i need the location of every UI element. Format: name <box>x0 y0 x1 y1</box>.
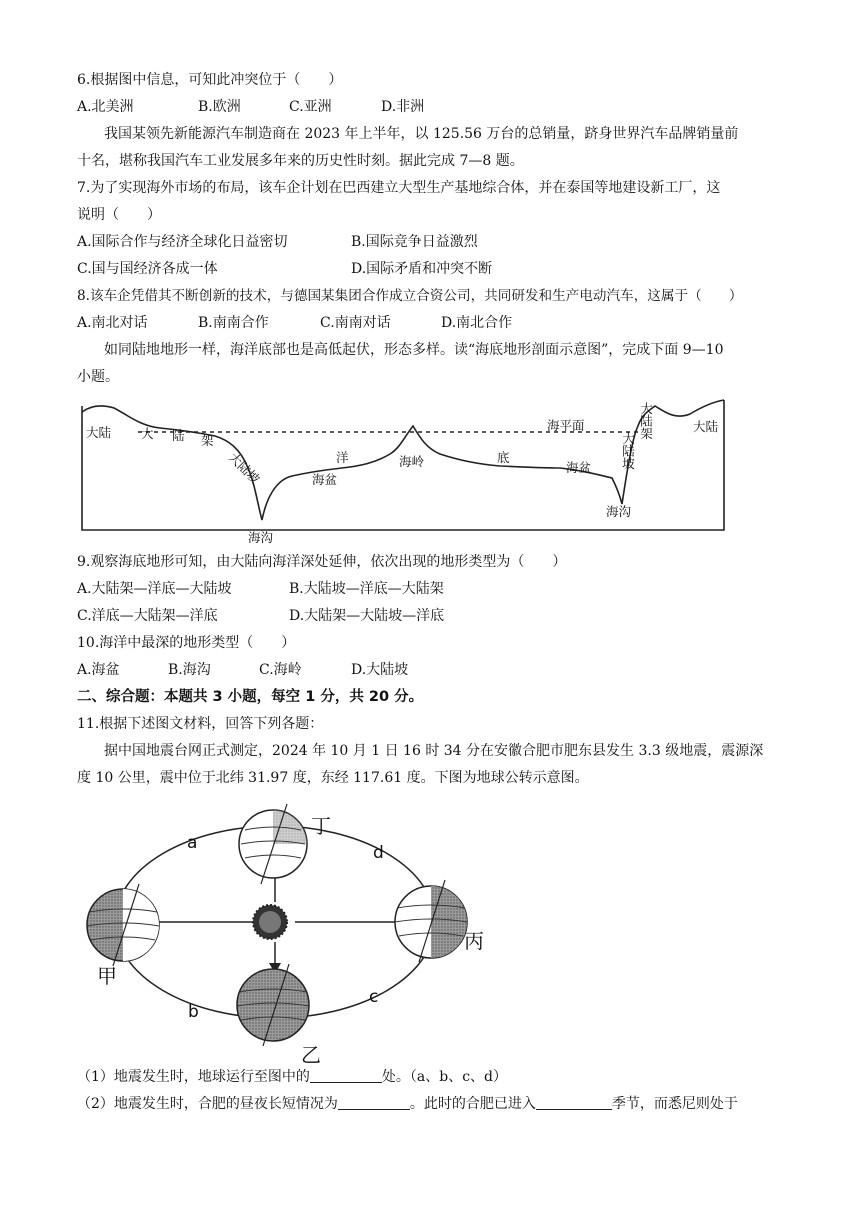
label-shelf-left-3: 架 <box>201 433 214 448</box>
q10-option-c: C.海岭 <box>259 662 302 678</box>
q11-sub1-post: 处。（a、b、c、d） <box>381 1069 508 1085</box>
earth-bing-icon <box>395 880 467 962</box>
q11-sub2-mid: 。此时的合肥已进入 <box>409 1096 536 1112</box>
label-basin-left: 海盆 <box>312 472 338 487</box>
label-ocean-2: 底 <box>497 450 510 465</box>
material-9-10-line2: 小题。 <box>77 369 119 385</box>
label-slope-left: 大陆坡 <box>225 449 264 487</box>
q11-sub2-post: 季节，而悉尼则处于 <box>611 1096 738 1112</box>
q10-option-a: A.海盆 <box>77 662 120 678</box>
label-shelf-right: 大陆架 <box>638 402 654 440</box>
q11-material-line1: 据中国地震台网正式测定，2024 年 10 月 1 日 16 时 34 分在安徽合肥市肥东县发生 3.3 级地震，震源深 <box>104 743 764 759</box>
q11-sub2-pre: （2）地震发生时，合肥的昼夜长短情况为 <box>77 1096 338 1112</box>
q9-stem: 9.观察海底地形可知，由大陆向海洋深处延伸，依次出现的地形类型为（ ） <box>77 554 567 570</box>
q11-material-line2: 度 10 公里，震中位于北纬 31.97 度，东经 117.61 度。下图为地球公转示意图。 <box>77 770 589 786</box>
label-segment-d: d <box>373 843 384 863</box>
q9-option-d: D.大陆架—大陆坡—洋底 <box>289 608 445 624</box>
q10-stem: 10.海洋中最深的地形类型（ ） <box>77 635 296 651</box>
label-segment-c: c <box>369 987 379 1007</box>
q6-stem: 6.根据图中信息，可知此冲突位于（ ） <box>77 72 343 88</box>
earth-orbit-figure <box>75 800 495 1065</box>
label-ocean-1: 洋 <box>336 450 349 465</box>
label-trench-right: 海沟 <box>606 504 632 519</box>
q7-option-b: B.国际竞争日益激烈 <box>351 234 478 250</box>
label-sea-level: 海平面 <box>547 418 585 433</box>
label-ridge: 海岭 <box>399 454 425 469</box>
q11-sub1-pre: （1）地震发生时，地球运行至图中的 <box>77 1069 310 1085</box>
q11-sub2-blank-2[interactable] <box>536 1095 612 1110</box>
label-slope-right: 大陆坡 <box>620 432 636 470</box>
q7-stem-line1: 7.为了实现海外市场的布局，该车企计划在巴西建立大型生产基地综合体，并在泰国等地建设新工厂，这 <box>77 180 721 196</box>
q7-option-a: A.国际合作与经济全球化日益密切 <box>77 234 288 250</box>
q11-sub2 <box>77 1094 738 1114</box>
q11-sub2-blank-1[interactable] <box>338 1095 410 1110</box>
q6-option-c: C.亚洲 <box>289 99 332 115</box>
label-shelf-left-2: 陆 <box>172 428 185 443</box>
label-yi: 乙 <box>301 1043 321 1065</box>
q10-option-d: D.大陆坡 <box>351 662 409 678</box>
q7-stem-line2: 说明（ ） <box>77 207 161 223</box>
q8-option-b: B.南南合作 <box>198 315 269 331</box>
q9-option-c: C.洋底—大陆架—洋底 <box>77 608 218 624</box>
label-shelf-left-1: 大 <box>141 426 154 441</box>
label-segment-a: a <box>187 833 198 853</box>
q6-option-d: D.非洲 <box>381 99 425 115</box>
label-continent-left: 大陆 <box>86 425 112 440</box>
q8-option-d: D.南北合作 <box>441 315 513 331</box>
label-segment-b: b <box>188 1002 199 1022</box>
earth-jia-icon <box>87 884 159 966</box>
q7-option-c: C.国与国经济各成一体 <box>77 261 218 277</box>
q11-stem: 11.根据下述图文材料，回答下列各题： <box>77 716 324 732</box>
material-9-10-line1: 如同陆地地形一样，海洋底部也是高低起伏，形态多样。读“海底地形剖面示意图”，完成下面 9—10 <box>104 342 724 358</box>
q10-option-b: B.海沟 <box>168 662 211 678</box>
q8-stem: 8.该车企凭借其不断创新的技术，与德国某集团合作成立合资公司，共同研发和生产电动汽车，这属于（ ） <box>77 288 743 304</box>
label-bing: 丙 <box>464 929 484 953</box>
material-7-8-line1: 我国某领先新能源汽车制造商在 2023 年上半年，以 125.56 万台的总销量，跻身世界汽车品牌销量前 <box>104 126 739 142</box>
material-7-8-line2: 十名，堪称我国汽车工业发展多年来的历史性时刻。据此完成 7—8 题。 <box>77 153 524 169</box>
q9-option-a: A.大陆架—洋底—大陆坡 <box>77 581 232 597</box>
q8-option-a: A.南北对话 <box>77 315 148 331</box>
label-continent-right: 大陆 <box>693 419 719 434</box>
section2-heading: 二、综合题：本题共 3 小题，每空 1 分，共 20 分。 <box>77 689 424 705</box>
label-jia: 甲 <box>97 964 117 988</box>
q11-sub1-blank[interactable] <box>310 1068 382 1083</box>
earth-yi-icon <box>237 964 309 1046</box>
q7-option-d: D.国际矛盾和冲突不断 <box>351 261 493 277</box>
label-basin-right: 海盆 <box>566 460 592 475</box>
q11-sub1 <box>77 1067 507 1087</box>
q9-option-b: B.大陆坡—洋底—大陆架 <box>289 581 444 597</box>
label-trench-left: 海沟 <box>248 530 274 545</box>
q8-option-c: C.南南对话 <box>320 315 391 331</box>
earth-ding-icon <box>239 804 307 884</box>
sun-icon <box>253 905 287 939</box>
label-ding: 丁 <box>311 814 331 838</box>
q6-option-a: A.北美洲 <box>77 99 134 115</box>
q6-option-b: B.欧洲 <box>198 99 241 115</box>
seafloor-profile-figure <box>80 388 730 546</box>
